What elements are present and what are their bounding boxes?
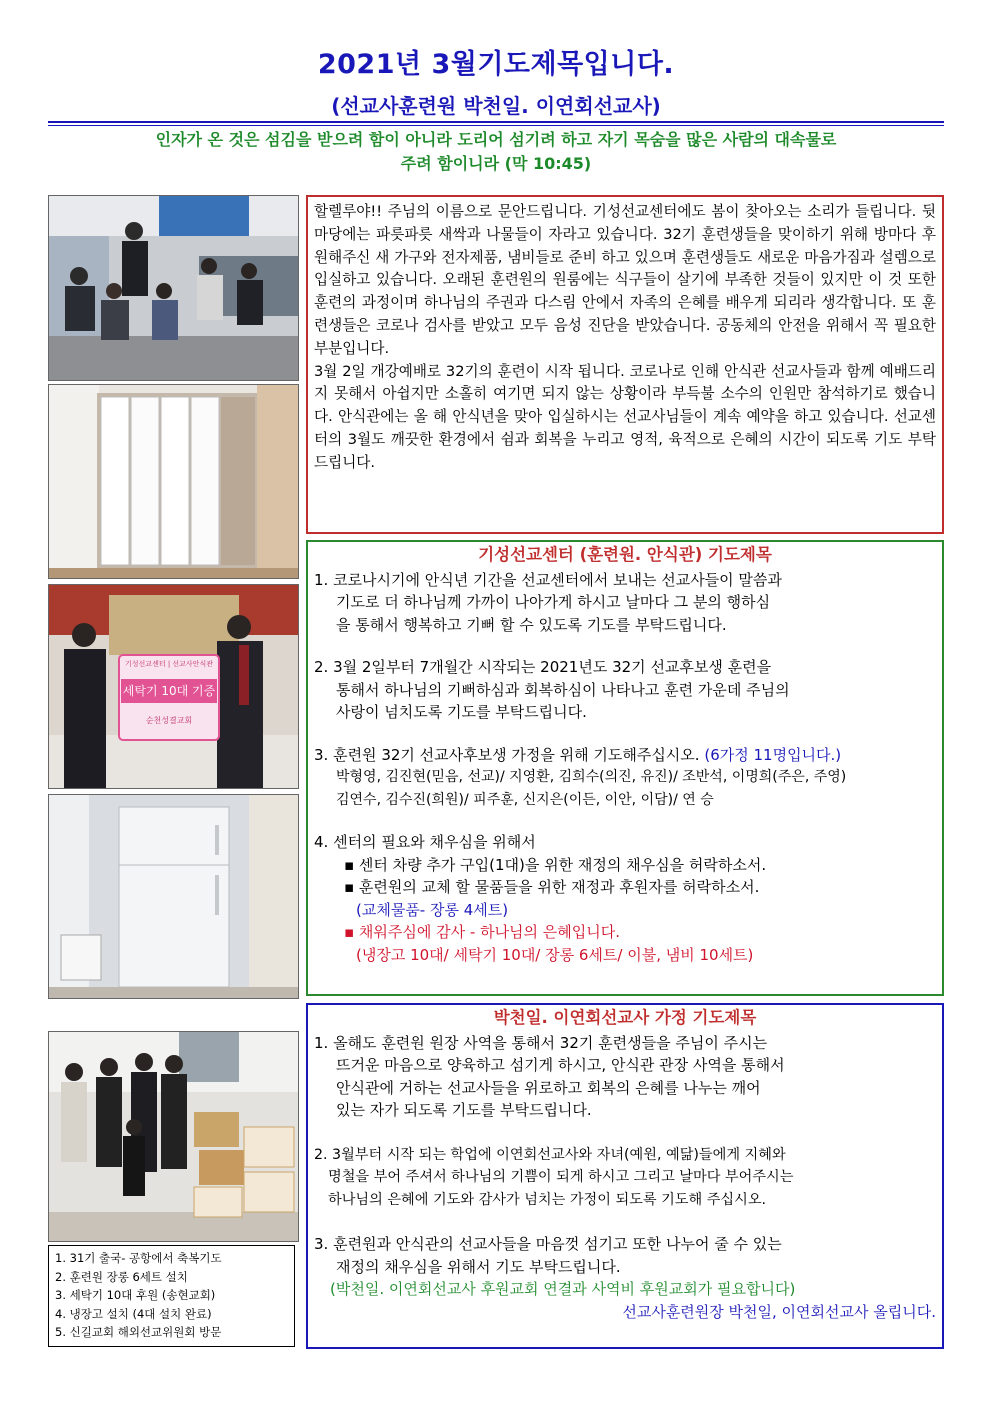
- center-item-3-names: 김연수, 김수진(희원)/ 피주훈, 신지은(이든, 이안, 이담)/ 연 승: [336, 791, 714, 808]
- family-item-3-line: 3. 훈련원과 안식관의 선교사들을 마음껏 섬기고 또한 나누어 줄 수 있는: [314, 1235, 782, 1253]
- family-item-1-line: 있는 자가 되도록 기도를 부탁드립니다.: [336, 1101, 592, 1119]
- center-item-4-replace-items: (교체물품- 장롱 4세트): [356, 900, 509, 919]
- donation-sign-bottom: 순천성결교회: [145, 716, 193, 725]
- center-item-1-line: 기도로 더 하나님께 가까이 나아가게 하시고 날마다 그 분의 행하심: [336, 593, 771, 611]
- center-item-4-line: 4. 센터의 필요와 채우심을 위해서: [314, 833, 536, 851]
- caption-item: 2. 훈련원 장롱 6세트 설치: [55, 1269, 188, 1284]
- center-item-2-line: 통해서 하나님의 기뻐하심과 회복하심이 나타나고 훈련 가운데 주님의: [336, 680, 790, 699]
- intro-letter-box: [306, 195, 944, 534]
- family-support-request: (박천일. 이연회선교사 후원교회 연결과 사역비 후원교회가 필요합니다): [330, 1280, 796, 1298]
- center-item-3-names: 박형영, 김진현(믿음, 선교)/ 지영환, 김희수(의진, 유진)/ 조반석, 이명희(주은, 주영): [336, 769, 847, 785]
- header-divider: [48, 121, 944, 123]
- center-item-3-text: 3. 훈련원 32기 선교사후보생 가정을 위해 기도해주십시오.: [314, 745, 700, 764]
- caption-item: 1. 31기 출국- 공항에서 축복기도: [55, 1251, 222, 1265]
- caption-item: 5. 신길교회 해외선교위원회 방문: [55, 1325, 222, 1339]
- photo-refrigerator: [48, 794, 299, 999]
- center-item-2-line: 2. 3월 2일부터 7개월간 시작되는 2021년도 32기 선교후보생 훈련을: [314, 658, 772, 676]
- center-item-4-donations: (냉장고 10대/ 세탁기 10대/ 장롱 6세트/ 이불, 냄비 10세트): [356, 945, 754, 964]
- photo-church-visit: [48, 1031, 299, 1242]
- photo-airport-blessing: [48, 195, 299, 381]
- page-title: 2021년 3월기도제목입니다.: [317, 49, 675, 80]
- center-item-1-line: 1. 코로나시기에 안식년 기간을 선교센터에서 보내는 선교사들이 말씀과: [314, 570, 782, 589]
- photo-wardrobe: [48, 384, 299, 579]
- photo-washing-machine-donation: [48, 584, 299, 789]
- caption-item: 4. 냉장고 설치 (4대 설치 완료): [55, 1306, 212, 1321]
- caption-item: 3. 세탁기 10대 후원 (송현교회): [55, 1288, 216, 1302]
- family-item-3-line: 재정의 채우심을 위해서 기도 부탁드립니다.: [336, 1257, 621, 1276]
- bible-verse: [48, 128, 944, 176]
- center-item-3-line: [314, 744, 936, 767]
- center-item-4-thanks: ▪ 채워주심에 감사 - 하나님의 은혜입니다.: [344, 923, 621, 941]
- family-item-1-line: 안식관에 거하는 선교사들을 위로하고 회복의 은혜를 나누는 깨어: [336, 1078, 761, 1097]
- center-prayer-heading: 기성선교센터 (훈련원. 안식관) 기도제목: [478, 545, 772, 564]
- family-prayer-heading: 박천일. 이연회선교사 가정 기도제목: [493, 1008, 757, 1027]
- family-prayer-box: [306, 1003, 944, 1349]
- intro-paragraph-2: 3월 2일 개강예배로 32기의 훈련이 시작 됩니다. 코로나로 인해 안식관 선교사들과 함께 예배드리지 못해서 아쉽지만 소홀히 여기면 되지 않는 상황이라 부득불 소수의 인원만 참석하기로 했습니다. 안식관에는 올 해 안식년을 맞아 입실하시는 선교사님들이 계속 예약을 하고 있습니다. 선교센터의 3월도 깨끗한 환경에서 쉼과 회복을 누리고 영적, 육적으로 은혜의 시간이 되도록 기도 부탁드립니다.: [314, 362, 936, 471]
- donation-sign-label: 세탁기 10대 기증: [121, 679, 217, 703]
- family-item-2-line: 하나님의 은혜에 기도와 감사가 넘치는 가정이 되도록 기도해 주십시오.: [328, 1191, 767, 1208]
- page-subtitle: (선교사훈련원 박천일. 이연회선교사): [331, 94, 661, 118]
- family-item-1-line: 1. 올해도 훈련원 원장 사역을 통해서 32기 훈련생들을 주님이 주시는: [314, 1033, 768, 1052]
- center-item-2-line: 사랑이 넘치도록 기도를 부탁드립니다.: [336, 703, 587, 721]
- center-item-1-line: 을 통해서 행복하고 기뻐 할 수 있도록 기도를 부탁드립니다.: [336, 615, 727, 634]
- donation-sign-top: 기성선교센터 | 선교사안식관: [125, 660, 213, 668]
- header-divider-thin: [48, 125, 944, 126]
- center-prayer-box: [306, 540, 944, 996]
- intro-paragraph-1: 할렐루야!! 주님의 이름으로 문안드립니다. 기성선교센터에도 봄이 찾아오는 소리가 들립니다. 뒷마당에는 파릇파릇 새싹과 나물들이 자라고 있습니다. 32기 훈련생들을 맞이하기 위해 방마다 후원해주신 새 가구와 전자제품, 냄비들로 준비 하고 있으며 훈련생들도 새로운 마음가짐과 설렘으로 입실하고 있습니다. 오래된 훈련원의 원룸에는 식구들이 살기에 부족한 것들이 있지만 이 것 또한 훈련의 과정이며 하나님의 주권과 다스림 안에서 자족의 은혜를 배우게 되리라 생각합니다. 또 훈련생들은 코로나 검사를 받았고 모두 음성 진단을 받았습니다. 공동체의 안전을 위해서 꼭 필요한 부분입니다.: [314, 203, 936, 357]
- photo-captions: [48, 1245, 295, 1347]
- center-item-3-count: (6가정 11명입니다.): [704, 745, 842, 764]
- center-item-4-bullet: ▪ 훈련원의 교체 할 물품들을 위한 재정과 후원자를 허락하소서.: [344, 878, 760, 896]
- family-item-2-line: 2. 3월부터 시작 되는 학업에 이연회선교사와 자녀(예원, 예닮)들에게 지혜와: [314, 1146, 786, 1163]
- verse-line-2: 주려 함이니라 (막 10:45): [400, 154, 592, 173]
- family-item-1-line: 뜨거운 마음으로 양육하고 섬기게 하시고, 안식관 관장 사역을 통해서: [336, 1056, 785, 1074]
- family-item-2-line: 명철을 부어 주셔서 하나님의 기쁨이 되게 하시고 그리고 날마다 부어주시는: [328, 1169, 794, 1185]
- center-item-4-bullet: ▪ 센터 차량 추가 구입(1대)을 위한 재정의 채우심을 허락하소서.: [344, 855, 767, 874]
- letter-signature: 선교사훈련원장 박천일, 이연회선교사 올립니다.: [622, 1302, 936, 1321]
- verse-line-1: 인자가 온 것은 섬김을 받으려 함이 아니라 도리어 섬기려 하고 자기 목숨을 많은 사람의 대속물로: [155, 130, 837, 149]
